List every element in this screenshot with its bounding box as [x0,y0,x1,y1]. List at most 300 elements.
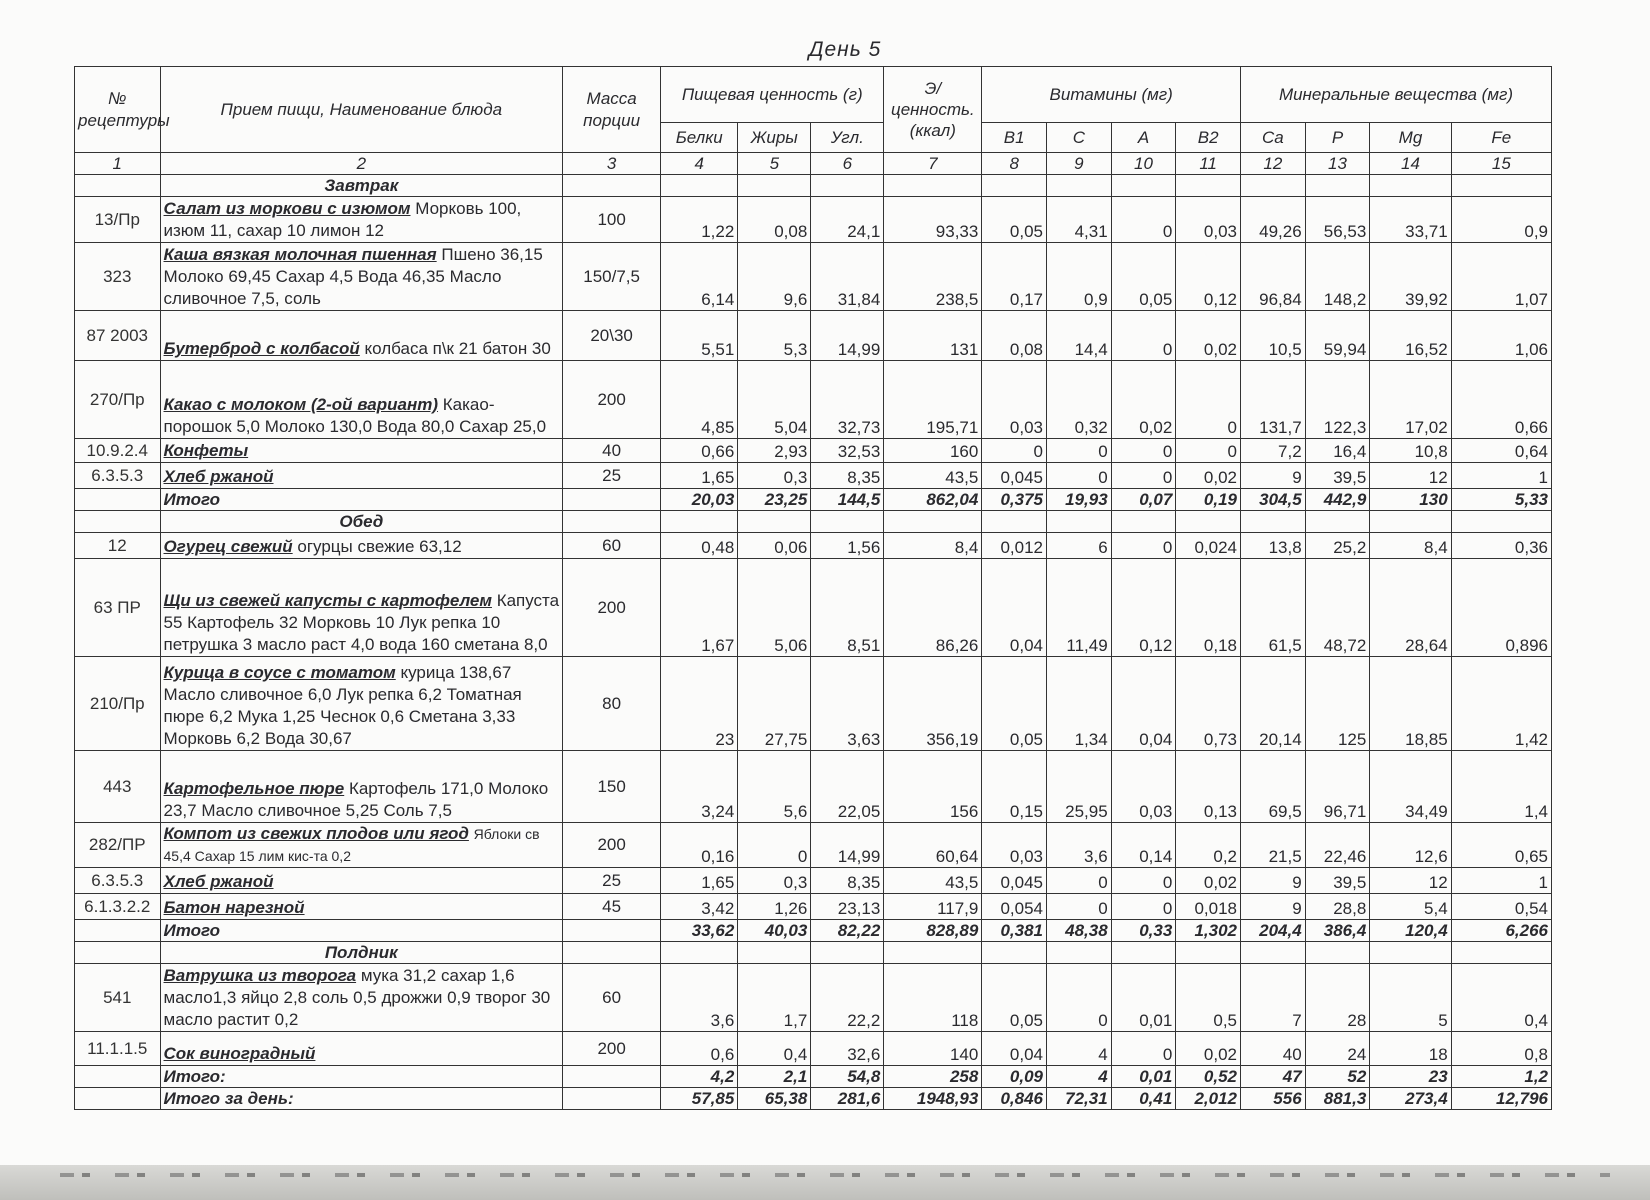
value-cell: 0,4 [738,1032,811,1066]
value-cell: 1,56 [811,533,884,559]
empty-cell [563,511,661,533]
total-value: 57,85 [661,1088,738,1110]
value-cell: 3,24 [661,751,738,823]
empty-cell [1451,511,1551,533]
total-code-cell [75,1088,161,1110]
table-row [75,657,1552,751]
dish-ingredients: Капуста 55 Картофель 32 Морковь 10 Лук репка 10 петрушка 3 масло раст 4,0 вода 160 сметана 8,0 [163,590,560,655]
value-cell: 0,5 [1176,964,1241,1032]
value-cell: 0,2 [1176,823,1241,868]
dish-name: Курица в соусе с томатом [163,662,396,682]
total-value: 23,25 [738,489,811,511]
total-value: 386,4 [1305,920,1370,942]
column-number: 1 [75,153,161,175]
value-cell: 0,08 [738,197,811,243]
empty-cell [661,942,738,964]
value-cell: 6 [1047,533,1112,559]
value-cell: 3,6 [1047,823,1112,868]
total-row [75,1088,1552,1110]
value-cell: 28,64 [1370,559,1451,657]
value-cell: 39,5 [1305,463,1370,489]
value-cell: 1,4 [1451,751,1551,823]
table-row [75,868,1552,894]
value-cell: 0,17 [982,243,1047,311]
total-value: 54,8 [811,1066,884,1088]
value-cell: 39,5 [1305,868,1370,894]
header-nutrient-10: Fe [1451,123,1551,153]
dish-ingredients: курица 138,67 Масло сливочное 6,0 Лук репка 6,2 Томатная пюре 6,2 Мука 1,25 Чеснок 0,6 Сметана 3,33 Морковь 6,2 Вода 30,67 [163,662,522,749]
value-cell: 1,34 [1047,657,1112,751]
section-row [75,511,1552,533]
value-cell: 131 [884,311,982,361]
dish-name: Какао с молоком (2-ой вариант) [163,395,439,415]
portion-mass: 200 [563,1032,661,1066]
total-value: 304,5 [1241,489,1306,511]
column-number: 12 [1241,153,1306,175]
value-cell: 32,6 [811,1032,884,1066]
value-cell: 117,9 [884,894,982,920]
section-title: Полдник [160,942,563,964]
value-cell: 16,52 [1370,311,1451,361]
total-mass-cell [563,1066,661,1088]
value-cell: 24 [1305,1032,1370,1066]
total-value: 442,9 [1305,489,1370,511]
value-cell: 0,04 [1111,657,1176,751]
header-nutrient-0: Белки [661,123,738,153]
value-cell: 9 [1241,894,1306,920]
value-cell: 21,5 [1241,823,1306,868]
value-cell: 7 [1241,964,1306,1032]
total-value: 1,2 [1451,1066,1551,1088]
table-row [75,1032,1552,1066]
value-cell: 125 [1305,657,1370,751]
value-cell: 6,14 [661,243,738,311]
value-cell: 18 [1370,1032,1451,1066]
header-vitamins: Витамины (мг) [982,67,1241,123]
value-cell: 0 [1047,463,1112,489]
value-cell: 93,33 [884,197,982,243]
empty-cell [811,511,884,533]
value-cell: 0,045 [982,868,1047,894]
value-cell: 10,5 [1241,311,1306,361]
table-row [75,533,1552,559]
value-cell: 0,896 [1451,559,1551,657]
portion-mass: 80 [563,657,661,751]
page-title: День 5 [808,38,882,61]
empty-cell [1176,511,1241,533]
value-cell: 1,06 [1451,311,1551,361]
portion-mass: 20\30 [563,311,661,361]
value-cell: 14,99 [811,823,884,868]
value-cell: 0,05 [982,657,1047,751]
value-cell: 0,12 [1111,559,1176,657]
value-cell: 4 [1047,1032,1112,1066]
value-cell: 17,02 [1370,361,1451,439]
value-cell: 0,03 [982,361,1047,439]
value-cell: 18,85 [1370,657,1451,751]
total-value: 273,4 [1370,1088,1451,1110]
value-cell: 0,02 [1176,1032,1241,1066]
empty-cell [1047,942,1112,964]
value-cell: 96,71 [1305,751,1370,823]
value-cell: 59,94 [1305,311,1370,361]
dish-cell [160,439,563,463]
value-cell: 39,92 [1370,243,1451,311]
value-cell: 0,02 [1176,868,1241,894]
value-cell: 23 [661,657,738,751]
total-value: 5,33 [1451,489,1551,511]
total-value: 0,846 [982,1088,1047,1110]
dish-cell [160,361,563,439]
total-value: 48,38 [1047,920,1112,942]
value-cell: 0 [982,439,1047,463]
total-value: 0,52 [1176,1066,1241,1088]
recipe-code: 13/Пр [75,197,161,243]
table-row [75,559,1552,657]
empty-cell [1111,511,1176,533]
dish-name: Бутерброд с колбасой [163,339,360,359]
dish-cell [160,964,563,1032]
total-value: 6,266 [1451,920,1551,942]
recipe-code: 282/ПР [75,823,161,868]
column-number: 13 [1305,153,1370,175]
recipe-code: 6.3.5.3 [75,868,161,894]
value-cell: 0,64 [1451,439,1551,463]
empty-cell [1241,175,1306,197]
value-cell: 1 [1451,463,1551,489]
empty-cell [982,511,1047,533]
total-label: Итого [160,489,563,511]
portion-mass: 200 [563,823,661,868]
dish-cell [160,823,563,868]
value-cell: 33,71 [1370,197,1451,243]
total-value: 281,6 [811,1088,884,1110]
empty-cell [661,175,738,197]
portion-mass: 60 [563,964,661,1032]
dish-name: Сок виноградный [163,1044,316,1064]
dish-name: Ватрушка из творога [163,966,357,986]
total-label: Итого за день: [160,1088,563,1110]
recipe-code: 443 [75,751,161,823]
value-cell: 0,02 [1176,311,1241,361]
value-cell: 28,8 [1305,894,1370,920]
value-cell: 0,02 [1111,361,1176,439]
header-recipe-no: № рецептуры [75,67,161,153]
dish-cell [160,311,563,361]
table-row [75,311,1552,361]
dish-ingredients: мука 31,2 сахар 1,6 масло1,3 яйцо 2,8 соль 0,5 дрожжи 0,9 творог 30 масло растит 0,2 [163,966,551,1030]
dish-name: Конфеты [163,441,249,461]
value-cell: 131,7 [1241,361,1306,439]
value-cell: 0,3 [738,463,811,489]
empty-cell [738,511,811,533]
recipe-code: 210/Пр [75,657,161,751]
header-nutrient-9: Mg [1370,123,1451,153]
value-cell: 3,6 [661,964,738,1032]
table-row [75,361,1552,439]
value-cell: 156 [884,751,982,823]
portion-mass: 100 [563,197,661,243]
portion-mass: 200 [563,559,661,657]
value-cell: 0,6 [661,1032,738,1066]
empty-cell [1047,175,1112,197]
value-cell: 0 [1111,197,1176,243]
value-cell: 1,67 [661,559,738,657]
value-cell: 25,2 [1305,533,1370,559]
value-cell: 10,8 [1370,439,1451,463]
empty-cell [1370,942,1451,964]
value-cell: 3,42 [661,894,738,920]
total-row [75,920,1552,942]
dish-cell [160,197,563,243]
value-cell: 122,3 [1305,361,1370,439]
value-cell: 0,04 [982,559,1047,657]
value-cell: 32,73 [811,361,884,439]
table-row [75,197,1552,243]
empty-cell [738,942,811,964]
value-cell: 0,024 [1176,533,1241,559]
value-cell: 0 [1111,439,1176,463]
dish-ingredients: Картофель 171,0 Молоко 23,7 Масло сливочное 5,25 Соль 7,5 [163,779,549,821]
empty-cell [1111,175,1176,197]
total-value: 47 [1241,1066,1306,1088]
total-mass-cell [563,489,661,511]
empty-cell [1241,511,1306,533]
value-cell: 4,85 [661,361,738,439]
empty-cell [811,942,884,964]
dish-name: Щи из свежей капусты с картофелем [163,590,492,610]
total-value: 0,33 [1111,920,1176,942]
total-mass-cell [563,1088,661,1110]
value-cell: 8,35 [811,463,884,489]
portion-mass: 25 [563,868,661,894]
header-nutrient-6: B2 [1176,123,1241,153]
header-dish: Прием пищи, Наименование блюда [160,67,563,153]
recipe-code: 6.1.3.2.2 [75,894,161,920]
value-cell: 5,4 [1370,894,1451,920]
value-cell: 43,5 [884,463,982,489]
portion-mass: 45 [563,894,661,920]
value-cell: 0,48 [661,533,738,559]
value-cell: 2,93 [738,439,811,463]
dish-cell [160,1032,563,1066]
value-cell: 5,3 [738,311,811,361]
value-cell: 0,65 [1451,823,1551,868]
value-cell: 0,08 [982,311,1047,361]
value-cell: 0 [1111,463,1176,489]
value-cell: 0 [738,823,811,868]
column-number: 15 [1451,153,1551,175]
value-cell: 9 [1241,463,1306,489]
total-value: 19,93 [1047,489,1112,511]
value-cell: 0,05 [1111,243,1176,311]
total-row [75,1066,1552,1088]
value-cell: 86,26 [884,559,982,657]
value-cell: 5,6 [738,751,811,823]
total-value: 0,07 [1111,489,1176,511]
total-value: 828,89 [884,920,982,942]
empty-cell [1451,942,1551,964]
recipe-code: 10.9.2.4 [75,439,161,463]
table-row [75,463,1552,489]
value-cell: 0,36 [1451,533,1551,559]
portion-mass: 150/7,5 [563,243,661,311]
column-number: 6 [811,153,884,175]
value-cell: 0,18 [1176,559,1241,657]
column-number: 14 [1370,153,1451,175]
value-cell: 5,51 [661,311,738,361]
total-value: 1,302 [1176,920,1241,942]
total-value: 144,5 [811,489,884,511]
value-cell: 1,42 [1451,657,1551,751]
column-number: 8 [982,153,1047,175]
value-cell: 1,07 [1451,243,1551,311]
header-minerals: Минеральные вещества (мг) [1241,67,1552,123]
table-row [75,964,1552,1032]
value-cell: 1,7 [738,964,811,1032]
value-cell: 1,65 [661,868,738,894]
value-cell: 1,65 [661,463,738,489]
empty-cell [738,175,811,197]
header-nutrient-2: Угл. [811,123,884,153]
header-nutrient-3: B1 [982,123,1047,153]
dish-ingredients: Яблоки св 45,4 Сахар 15 лим кис-та 0,2 [163,826,540,865]
total-value: 33,62 [661,920,738,942]
total-value: 556 [1241,1088,1306,1110]
header-nutrient-7: Ca [1241,123,1306,153]
header-nutrient-4: C [1047,123,1112,153]
column-number: 2 [160,153,563,175]
recipe-code: 323 [75,243,161,311]
total-code-cell [75,920,161,942]
value-cell: 1,22 [661,197,738,243]
dish-cell [160,751,563,823]
dish-ingredients: колбаса п\к 21 батон 30 [364,339,551,359]
empty-cell [1305,942,1370,964]
section-title: Завтрак [160,175,563,197]
value-cell: 0 [1111,868,1176,894]
value-cell: 96,84 [1241,243,1306,311]
section-row [75,942,1552,964]
value-cell: 5,04 [738,361,811,439]
value-cell: 20,14 [1241,657,1306,751]
scan-edge [0,1165,1650,1200]
value-cell: 0,03 [982,823,1047,868]
total-mass-cell [563,920,661,942]
value-cell: 8,35 [811,868,884,894]
value-cell: 0,02 [1176,463,1241,489]
empty-cell [1176,942,1241,964]
value-cell: 118 [884,964,982,1032]
value-cell: 0,13 [1176,751,1241,823]
value-cell: 22,2 [811,964,884,1032]
dish-name: Батон нарезной [163,898,305,918]
menu-table [74,66,1552,1110]
empty-cell [661,511,738,533]
value-cell: 0,4 [1451,964,1551,1032]
value-cell: 28 [1305,964,1370,1032]
empty-cell [982,942,1047,964]
value-cell: 0,06 [738,533,811,559]
empty-cell [1370,511,1451,533]
value-cell: 0 [1111,1032,1176,1066]
dish-ingredients: Пшено 36,15 Молоко 69,45 Сахар 4,5 Вода 46,35 Масло сливочное 7,5, соль [163,244,543,309]
value-cell: 0,16 [661,823,738,868]
column-number: 3 [563,153,661,175]
empty-cell [1451,175,1551,197]
empty-cell [1305,511,1370,533]
value-cell: 0,9 [1451,197,1551,243]
value-cell: 0,66 [1451,361,1551,439]
value-cell: 12,6 [1370,823,1451,868]
value-cell: 0,32 [1047,361,1112,439]
value-cell: 0 [1047,964,1112,1032]
table-row [75,823,1552,868]
dish-cell [160,657,563,751]
recipe-code: 541 [75,964,161,1032]
value-cell: 22,46 [1305,823,1370,868]
dish-ingredients: огурцы свежие 63,12 [297,537,462,557]
column-number: 4 [661,153,738,175]
value-cell: 4,31 [1047,197,1112,243]
total-value: 65,38 [738,1088,811,1110]
value-cell: 238,5 [884,243,982,311]
value-cell: 25,95 [1047,751,1112,823]
value-cell: 32,53 [811,439,884,463]
value-cell: 69,5 [1241,751,1306,823]
value-cell: 49,26 [1241,197,1306,243]
value-cell: 0 [1111,894,1176,920]
value-cell: 34,49 [1370,751,1451,823]
value-cell: 0,66 [661,439,738,463]
dish-name: Картофельное пюре [163,779,345,799]
total-value: 130 [1370,489,1451,511]
total-value: 52 [1305,1066,1370,1088]
value-cell: 9 [1241,868,1306,894]
value-cell: 0 [1176,439,1241,463]
value-cell: 1,26 [738,894,811,920]
table-row [75,751,1552,823]
value-cell: 0,73 [1176,657,1241,751]
value-cell: 0,012 [982,533,1047,559]
section-title: Обед [160,511,563,533]
total-value: 82,22 [811,920,884,942]
total-label: Итого [160,920,563,942]
value-cell: 148,2 [1305,243,1370,311]
value-cell: 0,04 [982,1032,1047,1066]
value-cell: 0 [1047,868,1112,894]
dish-cell [160,533,563,559]
value-cell: 56,53 [1305,197,1370,243]
dish-name: Хлеб ржаной [163,872,274,892]
value-cell: 24,1 [811,197,884,243]
total-row [75,489,1552,511]
value-cell: 40 [1241,1032,1306,1066]
empty-cell [884,511,982,533]
value-cell: 356,19 [884,657,982,751]
header-nutrient-1: Жиры [738,123,811,153]
value-cell: 0 [1047,894,1112,920]
dish-cell [160,559,563,657]
value-cell: 0,01 [1111,964,1176,1032]
empty-cell [1305,175,1370,197]
value-cell: 1 [1451,868,1551,894]
empty-cell [1111,942,1176,964]
total-code-cell [75,1066,161,1088]
table-row [75,243,1552,311]
empty-cell [884,175,982,197]
empty-cell [1241,942,1306,964]
